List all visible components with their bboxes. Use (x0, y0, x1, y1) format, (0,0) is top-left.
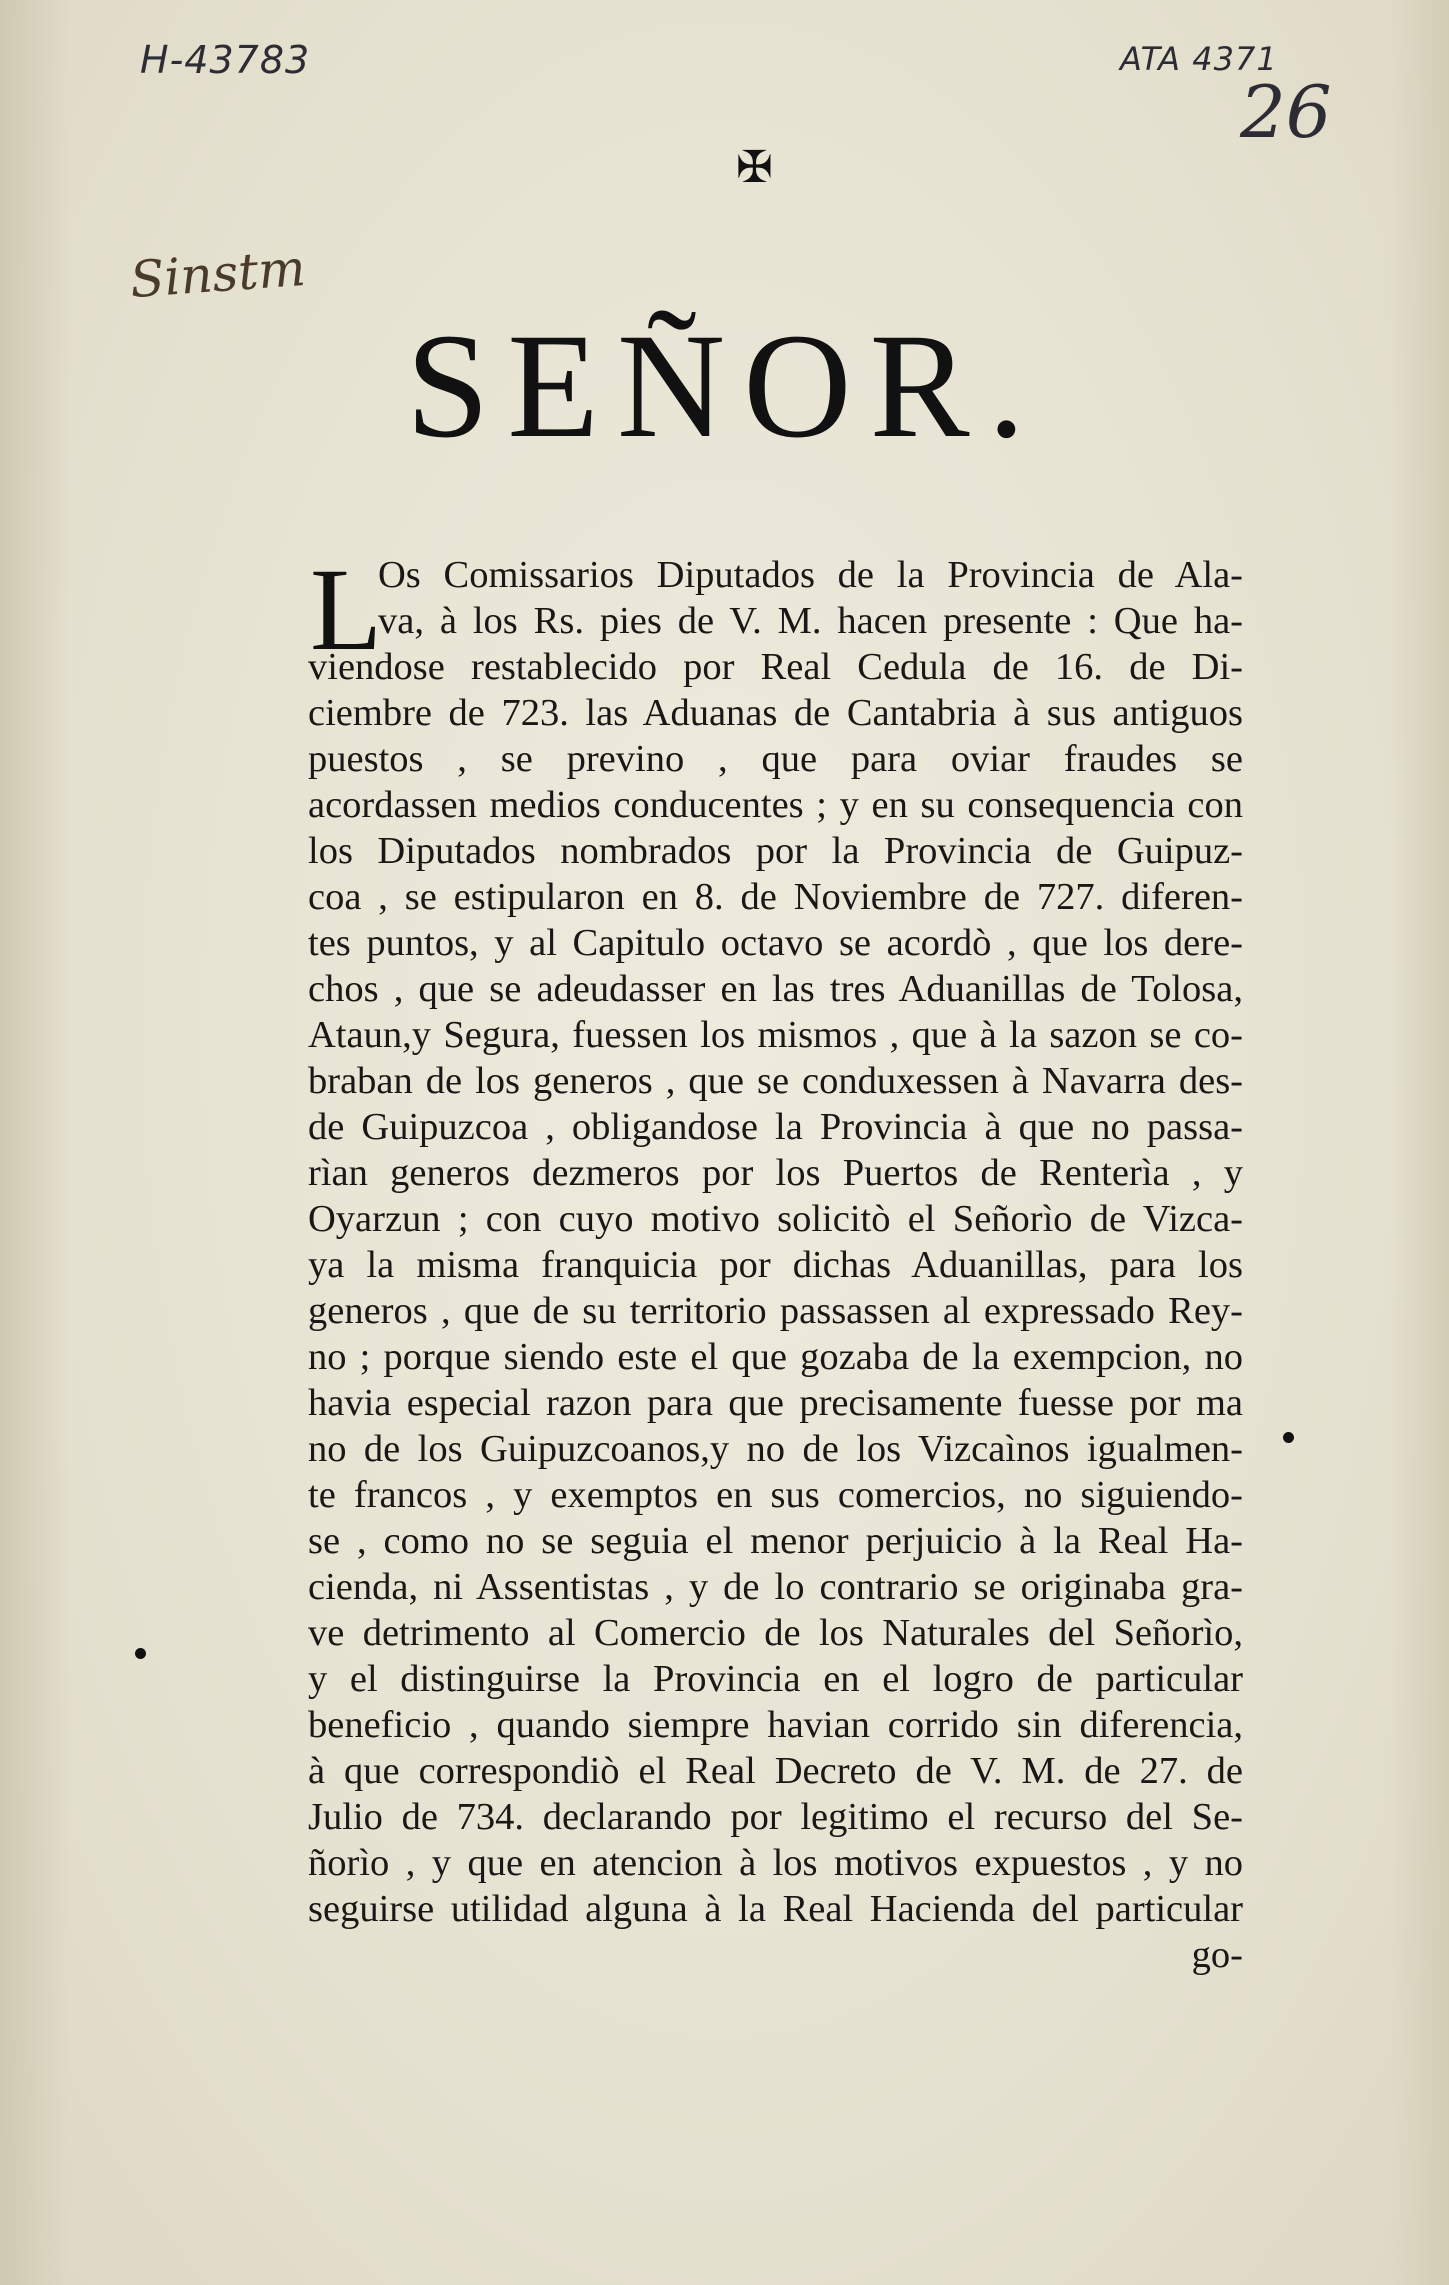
text-line: coa , se estipularon en 8. de Noviembre de 727. diferen- (308, 876, 1243, 918)
text-line: tes puntos, y al Capitulo octavo se acordò , que los dere- (308, 922, 1243, 964)
text-line: cienda, ni Assentistas , y de lo contrario se originaba gra- (308, 1566, 1243, 1608)
text-line: no de los Guipuzcoanos,y no de los Vizcaìnos igualmen- (308, 1428, 1243, 1470)
text-line: te francos , y exemptos en sus comercios, no siguiendo- (308, 1474, 1243, 1516)
text-line: Os Comissarios Diputados de la Provincia de Ala- (378, 554, 1243, 596)
text-line: braban de los generos , que se conduxessen à Navarra des- (308, 1060, 1243, 1102)
text-line: viendose restablecido por Real Cedula de 16. de Di- (308, 646, 1243, 688)
margin-dot-icon (135, 1648, 146, 1659)
text-line: ñorìo , y que en atencion à los motivos expuestos , y no (308, 1842, 1243, 1884)
text-line: y el distinguirse la Provincia en el logro de particular (308, 1658, 1243, 1700)
text-line: puestos , se previno , que para oviar fraudes se (308, 738, 1243, 780)
text-line: beneficio , quando siempre havian corrido sin diferencia, (308, 1704, 1243, 1746)
text-line: va, à los Rs. pies de V. M. hacen presente : Que ha- (378, 600, 1243, 642)
margin-dot-icon (1283, 1432, 1294, 1443)
text-line: Oyarzun ; con cuyo motivo solicitò el Señorìo de Vizca- (308, 1198, 1243, 1240)
text-line: ya la misma franquicia por dichas Aduanillas, para los (308, 1244, 1243, 1286)
call-number-right: ATA 4371 (1120, 40, 1278, 78)
text-line: acordassen medios conducentes ; y en su consequencia con (308, 784, 1243, 826)
text-line: seguirse utilidad alguna à la Real Hacienda del particular (308, 1888, 1243, 1930)
text-line: chos , que se adeudasser en las tres Aduanillas de Tolosa, (308, 968, 1243, 1010)
handwritten-signature: Sinstm (128, 238, 308, 310)
text-line: Ataun,y Segura, fuessen los mismos , que à la sazon se co- (308, 1014, 1243, 1056)
text-line: no ; porque siendo este el que gozaba de la exempcion, no (308, 1336, 1243, 1378)
text-line: Julio de 734. declarando por legitimo el recurso del Se- (308, 1796, 1243, 1838)
text-line: ve detrimento al Comercio de los Naturales del Señorìo, (308, 1612, 1243, 1654)
drop-cap: L (310, 544, 383, 675)
text-line: à que correspondiò el Real Decreto de V. M. de 27. de (308, 1750, 1243, 1792)
text-line: se , como no se seguia el menor perjuicio à la Real Ha- (308, 1520, 1243, 1562)
text-line: rìan generos dezmeros por los Puertos de Renterìa , y (308, 1152, 1243, 1194)
text-line: generos , que de su territorio passassen al expressado Rey- (308, 1290, 1243, 1332)
page-title: SEÑOR. (405, 303, 1044, 469)
call-number-left: H-43783 (140, 38, 311, 82)
text-line: los Diputados nombrados por la Provincia de Guipuz- (308, 830, 1243, 872)
cross-ornament-icon: ✠ (736, 143, 773, 192)
text-line: ciembre de 723. las Aduanas de Cantabria à sus antiguos (308, 692, 1243, 734)
text-line: havia especial razon para que precisamente fuesse por ma (308, 1382, 1243, 1424)
folio-number: 26 (1240, 70, 1332, 154)
text-line: de Guipuzcoa , obligandose la Provincia à que no passa- (308, 1106, 1243, 1148)
body-text (308, 544, 1243, 1978)
text-line: go- (1191, 1934, 1243, 1976)
